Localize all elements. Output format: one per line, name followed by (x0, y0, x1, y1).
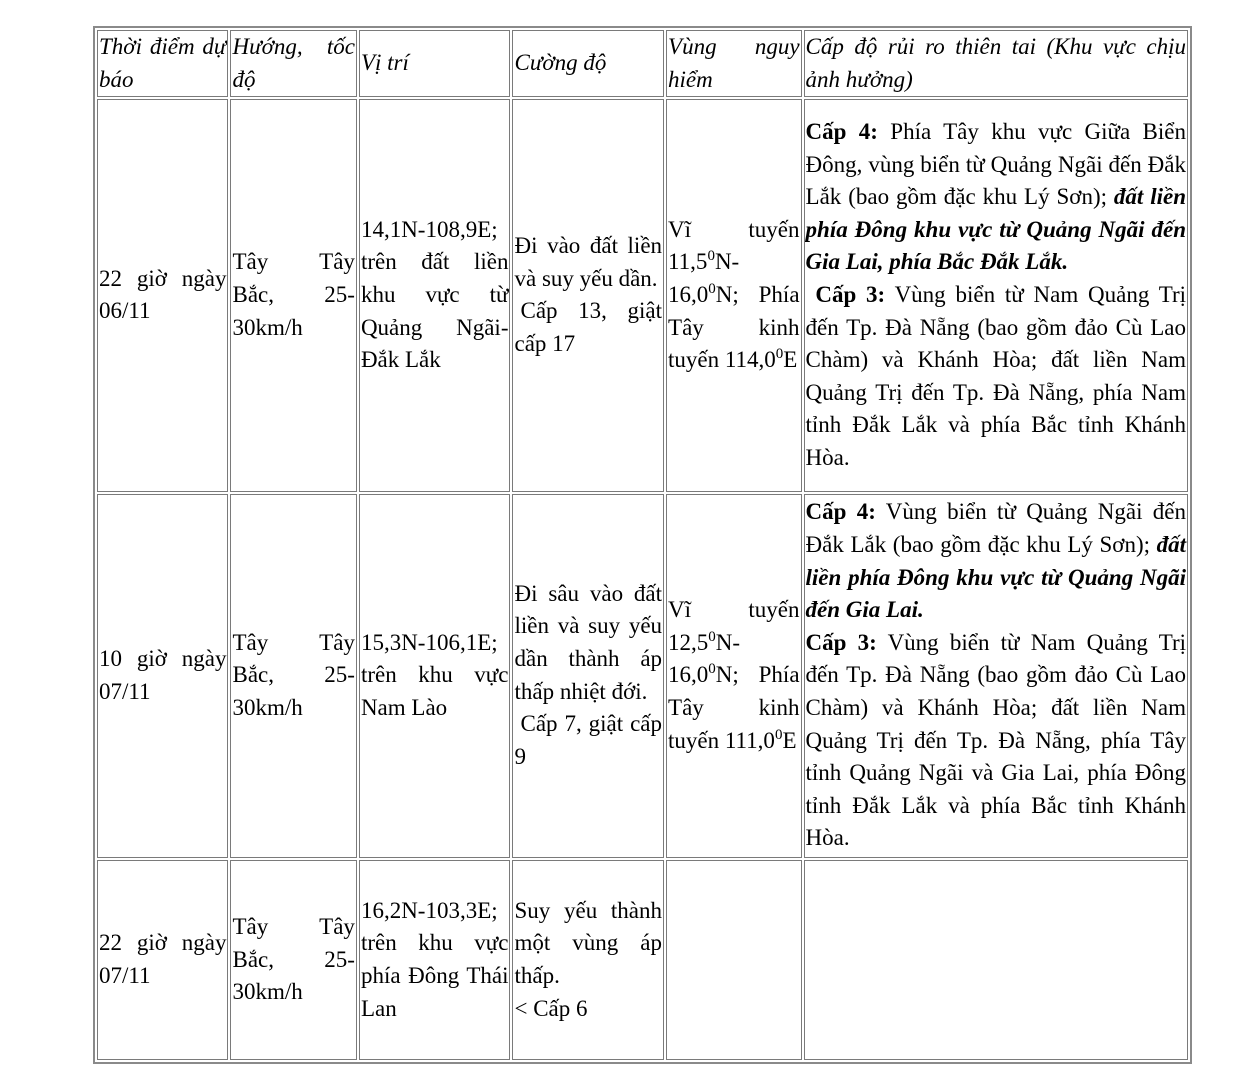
cell-position: 16,2N-103,3E; trên khu vực phía Đông Thái Lan (359, 860, 511, 1060)
intensity-desc: Đi sâu vào đất liền và suy yếu dần thành áp thấp nhiệt đới. (514, 580, 663, 704)
risk-level-4-label: Cấp 4: (805, 119, 878, 145)
cell-danger-zone (666, 99, 802, 491)
danger-text-b: N-16,0 (668, 629, 741, 688)
table-row (97, 860, 1188, 1060)
intensity-level: Cấp 13, giật cấp 17 (514, 298, 663, 356)
danger-text-d: E (783, 347, 798, 373)
intensity-level: < Cấp 6 (514, 995, 588, 1021)
cell-risk (804, 99, 1188, 491)
header-direction: Hướng, tốc độ (230, 30, 356, 97)
header-row (97, 30, 1188, 97)
cell-intensity (512, 494, 664, 858)
cell-danger-zone (666, 860, 802, 1060)
degree-sup: 0 (707, 248, 715, 265)
forecast-table (93, 26, 1192, 1064)
cell-danger-zone (666, 494, 802, 858)
cell-intensity (512, 860, 664, 1060)
intensity-desc: Suy yếu thành một vùng áp thấp. (514, 897, 663, 988)
header-danger-zone: Vùng nguy hiểm (666, 30, 802, 97)
header-intensity: Cường độ (512, 30, 664, 97)
cell-direction: Tây Tây Bắc, 25-30km/h (230, 860, 356, 1060)
danger-text-a: Vĩ tuyến 12,5 (668, 597, 800, 655)
intensity-desc: Đi vào đất liền và suy yếu dần. (514, 233, 663, 291)
cell-risk (804, 494, 1188, 858)
danger-text-c: N; Phía Tây kinh tuyến 111,0 (668, 662, 800, 753)
degree-sup: 0 (774, 726, 783, 743)
table-row (97, 99, 1188, 491)
degree-sup: 0 (708, 281, 716, 298)
cell-risk (804, 860, 1188, 1060)
cell-time: 22 giờ ngày 06/11 (97, 99, 228, 491)
cell-time: 10 giờ ngày 07/11 (97, 494, 228, 858)
cell-intensity (512, 99, 664, 491)
header-risk: Cấp độ rủi ro thiên tai (Khu vực chịu ảnh hưởng) (804, 30, 1188, 97)
risk-level-4-land: đất liền phía Đông khu vực từ Quảng Ngãi đến Gia Lai. (805, 532, 1186, 623)
danger-text-a: Vĩ tuyến 11,5 (668, 216, 800, 275)
risk-level-4-land: đất liền phía Đông khu vực từ Quảng Ngãi đến Gia Lai, phía Bắc Đắk Lắk. (805, 184, 1186, 275)
risk-level-4-text: Vùng biển từ Quảng Ngãi đến Đắk Lắk (bao gồm đặc khu Lý Sơn); (805, 499, 1187, 557)
cell-position: 14,1N-108,9E; trên đất liền khu vực từ Quảng Ngãi-Đắk Lắk (359, 99, 511, 491)
risk-level-3-label: Cấp 3: (815, 282, 886, 308)
header-time: Thời điểm dự báo (97, 30, 228, 97)
danger-text-c: N; Phía Tây kinh tuyến 114,0 (668, 282, 800, 373)
cell-direction: Tây Tây Bắc, 25-30km/h (230, 494, 356, 858)
header-position: Vị trí (359, 30, 511, 97)
danger-text-d: E (782, 727, 797, 753)
risk-level-4-label: Cấp 4: (805, 499, 876, 525)
risk-level-3-text: Vùng biển từ Nam Quảng Trị đến Tp. Đà Nẵng (bao gồm đảo Cù Lao Chàm) và Khánh Hòa; đất liền Nam Quảng Trị đến Tp. Đà Nẵng, phía Tây tỉnh Quảng Ngãi và Gia Lai, phía Đông tỉnh Đắk Lắk và phía Bắc tỉnh Khánh Hòa. (805, 629, 1186, 851)
cell-time: 22 giờ ngày 07/11 (97, 860, 228, 1060)
cell-position: 15,3N-106,1E; trên khu vực Nam Lào (359, 494, 511, 858)
cell-direction: Tây Tây Bắc, 25-30km/h (230, 99, 356, 491)
danger-text-b: N-16,0 (668, 249, 740, 308)
table-row (97, 494, 1188, 858)
intensity-level: Cấp 7, giật cấp 9 (514, 711, 663, 769)
degree-sup: 0 (708, 661, 716, 678)
risk-level-3-text: Vùng biển từ Nam Quảng Trị đến Tp. Đà Nẵng (bao gồm đảo Cù Lao Chàm) và Khánh Hòa; đất liền Nam Quảng Trị đến Tp. Đà Nẵng, phía Nam tỉnh Đắk Lắk và phía Bắc tỉnh Khánh Hòa. (805, 282, 1186, 471)
risk-level-3-label: Cấp 3: (805, 629, 877, 655)
degree-sup: 0 (708, 628, 716, 645)
degree-sup: 0 (775, 346, 784, 363)
risk-level-4-text: Phía Tây khu vực Giữa Biển Đông, vùng biển từ Quảng Ngãi đến Đắk Lắk (bao gồm đặc khu Lý Sơn); (805, 119, 1186, 210)
